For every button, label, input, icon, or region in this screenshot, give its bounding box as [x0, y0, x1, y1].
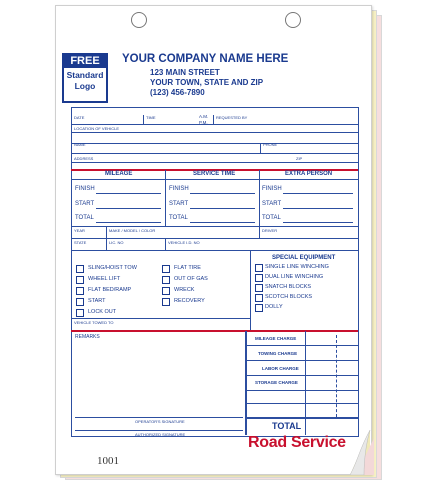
zip-label: ZIP — [296, 156, 303, 161]
service-time-header: SERVICE TIME — [193, 171, 236, 177]
service-start-label: START — [169, 201, 189, 207]
row-line — [71, 162, 358, 163]
row-line — [246, 390, 358, 391]
single-line-winching-label: SINGLE LINE WINCHING — [265, 264, 329, 270]
extra-person-header: EXTRA PERSON — [285, 171, 333, 177]
col-line — [259, 226, 260, 238]
service-total-label: TOTAL — [169, 215, 188, 221]
sling-hoist-tow-checkbox[interactable] — [76, 265, 84, 273]
requested-by-label: REQUESTED BY — [216, 115, 248, 120]
dual-line-winching-checkbox[interactable] — [255, 274, 263, 282]
location-label: LOCATION OF VEHICLE — [74, 126, 120, 131]
mileage-charge-label: MILEAGE CHARGE — [255, 336, 297, 341]
col-line — [165, 238, 166, 250]
out-of-gas-checkbox[interactable] — [162, 276, 170, 284]
red-divider — [71, 330, 358, 332]
am-label: A.M. — [199, 114, 209, 119]
row-line — [71, 226, 358, 227]
service-finish-label: FINISH — [169, 186, 189, 192]
recovery-checkbox[interactable] — [162, 298, 170, 306]
wheel-lift-checkbox[interactable] — [76, 276, 84, 284]
scotch-blocks-checkbox[interactable] — [255, 294, 263, 302]
snatch-blocks-checkbox[interactable] — [255, 284, 263, 292]
row-line — [71, 124, 358, 125]
time-label: TIME — [146, 115, 156, 120]
operator-signature-label: OPERATOR'S SIGNATURE — [135, 419, 185, 424]
start-checkbox[interactable] — [76, 298, 84, 306]
row-line — [71, 238, 358, 239]
lic-no-label: LIC. NO — [109, 240, 124, 245]
logo-free-text: FREE — [64, 55, 106, 68]
wreck-checkbox[interactable] — [162, 287, 170, 295]
service-total-line — [190, 222, 255, 223]
total-label: TOTAL — [272, 421, 302, 431]
snatch-blocks-label: SNATCH BLOCKS — [265, 284, 312, 290]
authorized-signature-label: AUTHORIZED SIGNATURE — [135, 432, 186, 437]
extra-finish-label: FINISH — [262, 186, 282, 192]
row-line — [71, 153, 358, 154]
operator-signature-line — [75, 417, 243, 418]
form-number: 1001 — [97, 455, 119, 467]
sling-hoist-tow-label: SLING/HOIST TOW — [88, 265, 137, 271]
form-frame — [71, 107, 359, 437]
recovery-label: RECOVERY — [174, 298, 205, 304]
lock-out-label: LOCK OUT — [88, 309, 117, 315]
company-phone: (123) 456-7890 — [150, 88, 205, 97]
scotch-blocks-label: SCOTCH BLOCKS — [265, 294, 313, 300]
state-label: STATE — [74, 240, 87, 245]
out-of-gas-label: OUT OF GAS — [174, 276, 208, 282]
binding-hole-right — [285, 12, 301, 28]
remarks-label: REMARKS — [75, 334, 100, 340]
row-line — [246, 417, 358, 419]
vehicle-towed-to-label: VEHICLE TOWED TO — [74, 320, 114, 325]
row-line — [71, 132, 358, 133]
cents-divider — [336, 335, 337, 417]
phone-label: PHONE — [263, 142, 278, 147]
logo-line-2: Logo — [74, 81, 96, 91]
mileage-start-label: START — [75, 201, 95, 207]
col-line — [143, 115, 144, 124]
driver-label: DRIVER — [262, 228, 278, 233]
standard-logo — [62, 53, 108, 103]
special-equipment-header: SPECIAL EQUIPMENT — [272, 255, 336, 261]
extra-total-line — [283, 222, 353, 223]
row-line — [71, 318, 251, 319]
flat-bed-ramp-label: FLAT BED/RAMP — [88, 287, 132, 293]
flat-tire-label: FLAT TIRE — [174, 265, 201, 271]
single-line-winching-checkbox[interactable] — [255, 264, 263, 272]
extra-start-label: START — [262, 201, 282, 207]
binding-hole-left — [131, 12, 147, 28]
mileage-header: MILEAGE — [105, 171, 133, 177]
storage-charge-label: STORAGE CHARGE — [255, 380, 298, 385]
company-name: YOUR COMPANY NAME HERE — [122, 53, 289, 65]
dual-line-winching-label: DUAL LINE WINCHING — [265, 274, 324, 280]
extra-total-label: TOTAL — [262, 215, 281, 221]
mileage-finish-label: FINISH — [75, 186, 95, 192]
date-label: DATE — [74, 115, 85, 120]
lock-out-checkbox[interactable] — [76, 309, 84, 317]
col-line — [106, 226, 107, 250]
page-curl-icon — [350, 430, 380, 475]
labor-charge-label: LABOR CHARGE — [262, 366, 299, 371]
mileage-start-line — [96, 208, 161, 209]
row-line — [246, 403, 358, 404]
col-line — [213, 115, 214, 124]
col-line — [305, 331, 306, 435]
row-line — [71, 250, 358, 251]
dolly-label: DOLLY — [265, 304, 283, 310]
wheel-lift-label: WHEEL LIFT — [88, 276, 121, 282]
extra-start-line — [283, 208, 353, 209]
company-city: YOUR TOWN, STATE AND ZIP — [150, 78, 264, 87]
service-finish-line — [190, 193, 255, 194]
wreck-label: WRECK — [174, 287, 195, 293]
col-line — [245, 331, 247, 435]
authorized-signature-line — [75, 430, 243, 431]
logo-line-1: Standard — [66, 70, 104, 80]
flat-bed-ramp-checkbox[interactable] — [76, 287, 84, 295]
col-line — [260, 143, 261, 153]
company-street: 123 MAIN STREET — [150, 68, 220, 77]
year-label: YEAR — [74, 228, 85, 233]
mileage-total-line — [96, 222, 161, 223]
row-line — [246, 360, 358, 361]
extra-finish-line — [283, 193, 353, 194]
row-line — [71, 179, 358, 180]
mileage-total-label: TOTAL — [75, 215, 94, 221]
address-label: ADDRESS — [74, 156, 94, 161]
mileage-finish-line — [96, 193, 161, 194]
towing-charge-label: TOWING CHARGE — [258, 351, 298, 356]
start-service-label: START — [88, 298, 106, 304]
row-line — [246, 345, 358, 346]
dolly-checkbox[interactable] — [255, 304, 263, 312]
product-title: Road Service — [248, 434, 346, 451]
name-label: NAME — [74, 142, 86, 147]
row-line — [71, 143, 358, 144]
pm-label: P.M. — [199, 120, 208, 125]
make-model-color-label: MAKE / MODEL / COLOR — [109, 228, 156, 233]
service-start-line — [190, 208, 255, 209]
flat-tire-checkbox[interactable] — [162, 265, 170, 273]
vehicle-id-label: VEHICLE I.D. NO — [168, 240, 200, 245]
row-line — [246, 375, 358, 376]
